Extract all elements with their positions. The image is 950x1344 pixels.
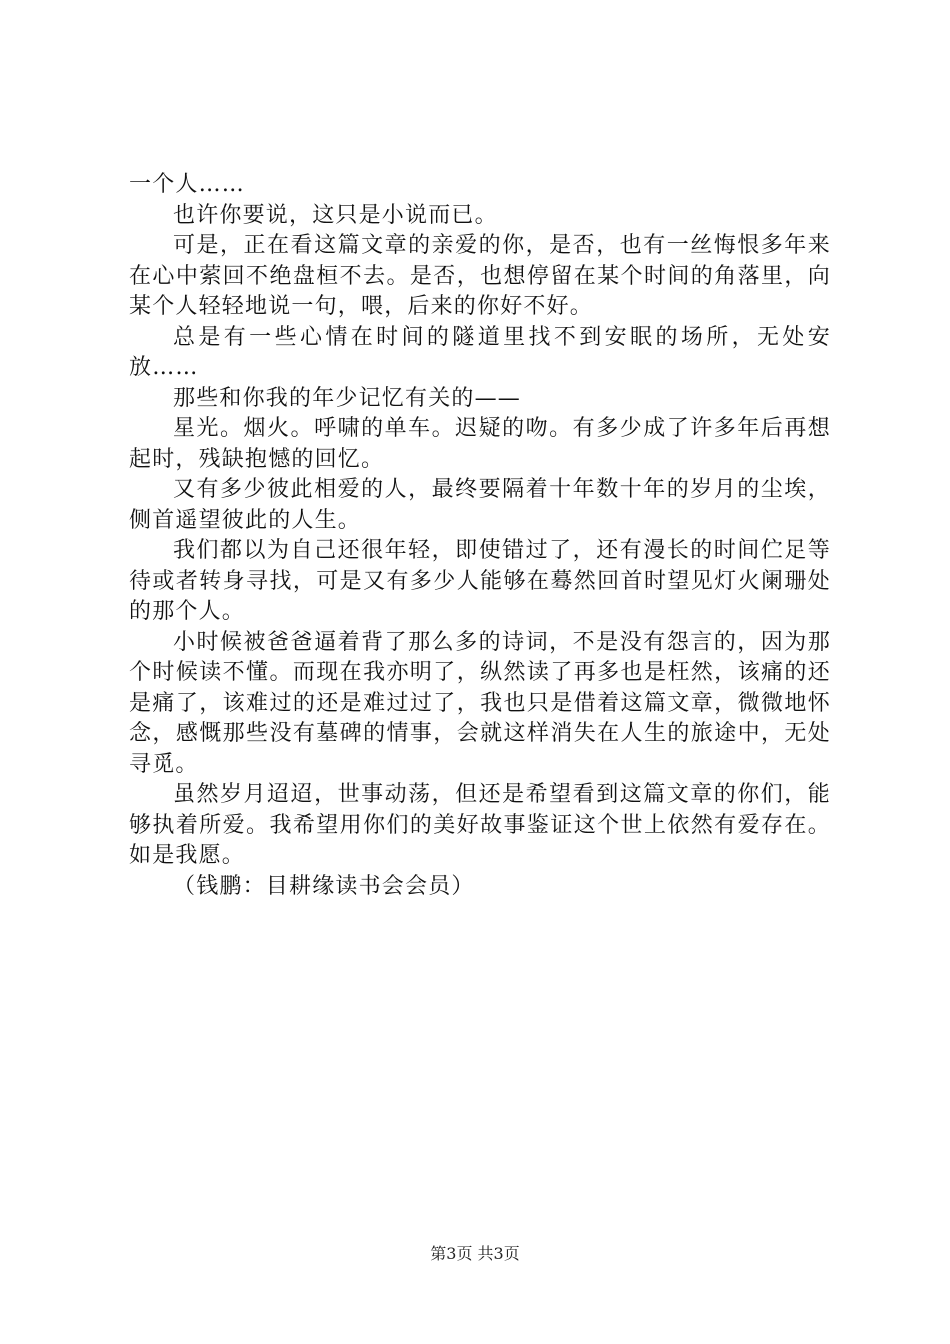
- paragraph-4: 总是有一些心情在时间的隧道里找不到安眠的场所，无处安放……: [129, 324, 831, 380]
- paragraph-6: 星光。烟火。呼啸的单车。迟疑的吻。有多少成了许多年后再想起时，残缺抱憾的回忆。: [129, 416, 831, 472]
- paragraph-7: 又有多少彼此相爱的人，最终要隔着十年数十年的岁月的尘埃，侧首遥望彼此的人生。: [129, 477, 831, 533]
- page-number-footer: 第3页 共3页: [430, 1244, 520, 1263]
- paragraph-9: 小时候被爸爸逼着背了那么多的诗词，不是没有怨言的，因为那个时候读不懂。而现在我亦明了，纵然读了再多也是枉然，该痛的还是痛了，该难过的还是难过过了，我也只是借着这篇文章，微微地怀念，感慨那些没有墓碑的情事，会就这样消失在人生的旅途中，无处寻觅。: [129, 629, 831, 777]
- paragraph-1: 一个人……: [129, 172, 246, 197]
- paragraph-3: 可是，正在看这篇文章的亲爱的你，是否，也有一丝悔恨多年来在心中萦回不绝盘桓不去。是否，也想停留在某个时间的角落里，向某个人轻轻地说一句，喂，后来的你好不好。: [129, 233, 831, 319]
- author-note: （钱鹏：目耕缘读书会会员）: [173, 873, 475, 899]
- paragraph-10: 虽然岁月迢迢，世事动荡，但还是希望看到这篇文章的你们，能够执着所爱。我希望用你们的美好故事鉴证这个世上依然有爱存在。如是我愿。: [129, 782, 831, 868]
- paragraph-2: 也许你要说，这只是小说而已。: [173, 202, 498, 228]
- paragraph-5: 那些和你我的年少记忆有关的——: [173, 385, 522, 411]
- paragraph-8: 我们都以为自己还很年轻，即使错过了，还有漫长的时间伫足等待或者转身寻找，可是又有多少人能够在蓦然回首时望见灯火阑珊处的那个人。: [129, 538, 831, 624]
- article-body: [129, 170, 831, 902]
